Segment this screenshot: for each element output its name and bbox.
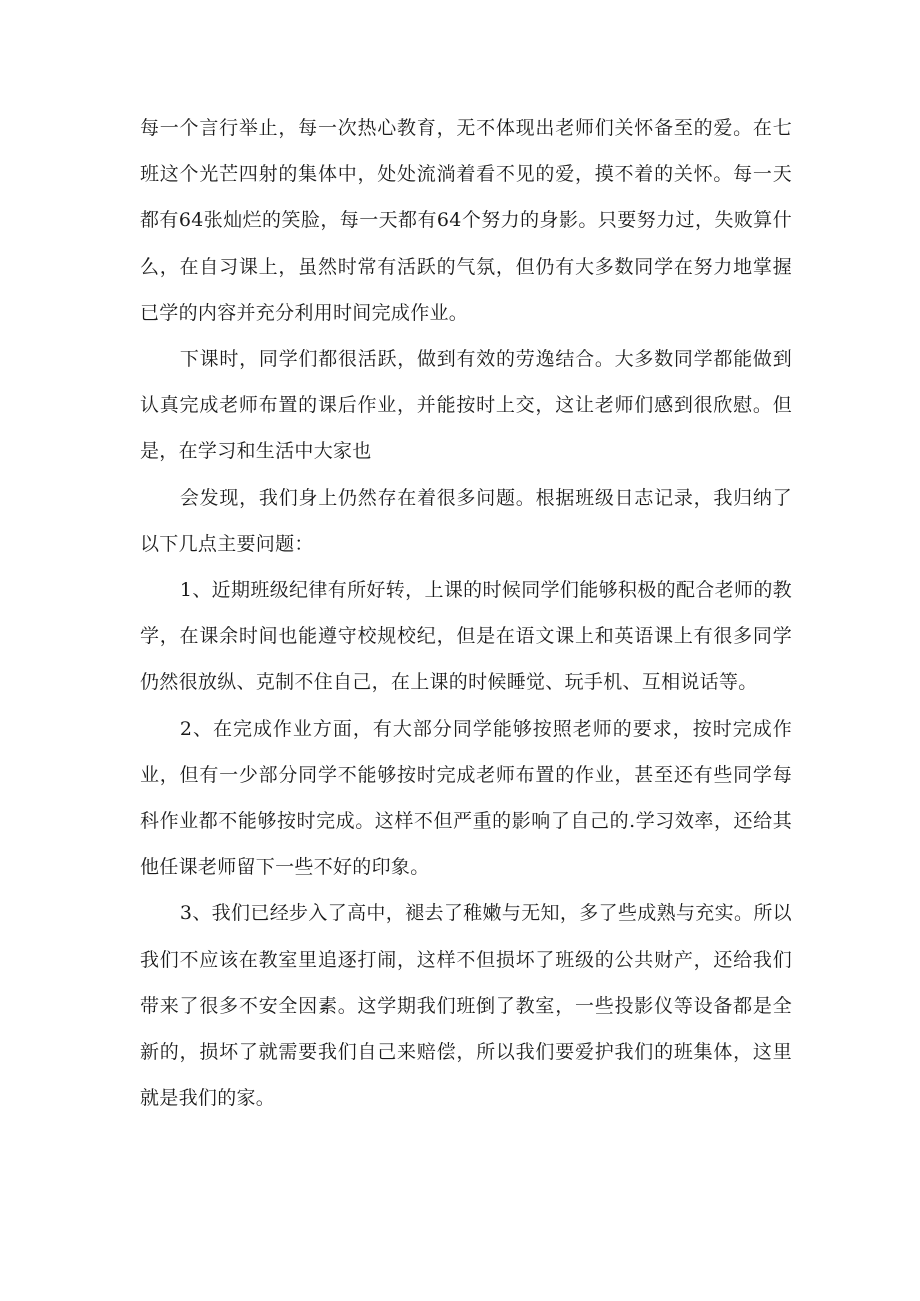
- paragraph-problems-intro: 会发现，我们身上仍然存在着很多问题。根据班级日志记录，我归纳了以下几点主要问题：: [140, 486, 792, 555]
- paragraph-problem-1: 1、近期班级纪律有所好转，上课的时候同学们能够积极的配合老师的教学，在课余时间也能遵守校规校纪，但是在语文课上和英语课上有很多同学仍然很放纵、克制不住自己，在上课的时候睡觉、玩手机、互相说话等。: [140, 579, 792, 694]
- paragraph-intro: 每一个言行举止，每一次热心教育，无不体现出老师们关怀备至的爱。在七班这个光芒四射的集体中，处处流淌着看不见的爱，摸不着的关怀。每一天都有64张灿烂的笑脸，每一天都有64个努力的身影。只要努力过，失败算什么，在自习课上，虽然时常有活跃的气氛，但仍有大多数同学在努力地掌握已学的内容并充分利用时间完成作业。: [140, 117, 792, 324]
- paragraph-problem-3: 3、我们已经步入了高中，褪去了稚嫩与无知，多了些成熟与充实。所以我们不应该在教室里追逐打闹，这样不但损坏了班级的公共财产，还给我们带来了很多不安全因素。这学期我们班倒了教室，一些投影仪等设备都是全新的，损坏了就需要我们自己来赔偿，所以我们要爱护我们的班集体，这里就是我们的家。: [140, 902, 792, 1110]
- paragraph-after-class: 下课时，同学们都很活跃，做到有效的劳逸结合。大多数同学都能做到认真完成老师布置的课后作业，并能按时上交，这让老师们感到很欣慰。但是，在学习和生活中大家也: [140, 348, 792, 463]
- document-body: [140, 105, 792, 1121]
- paragraph-problem-2: 2、在完成作业方面，有大部分同学能够按照老师的要求，按时完成作业，但有一少部分同学不能够按时完成老师布置的作业，甚至还有些同学每科作业都不能够按时完成。这样不但严重的影响了自己的.学习效率，还给其他任课老师留下一些不好的印象。: [140, 717, 792, 879]
